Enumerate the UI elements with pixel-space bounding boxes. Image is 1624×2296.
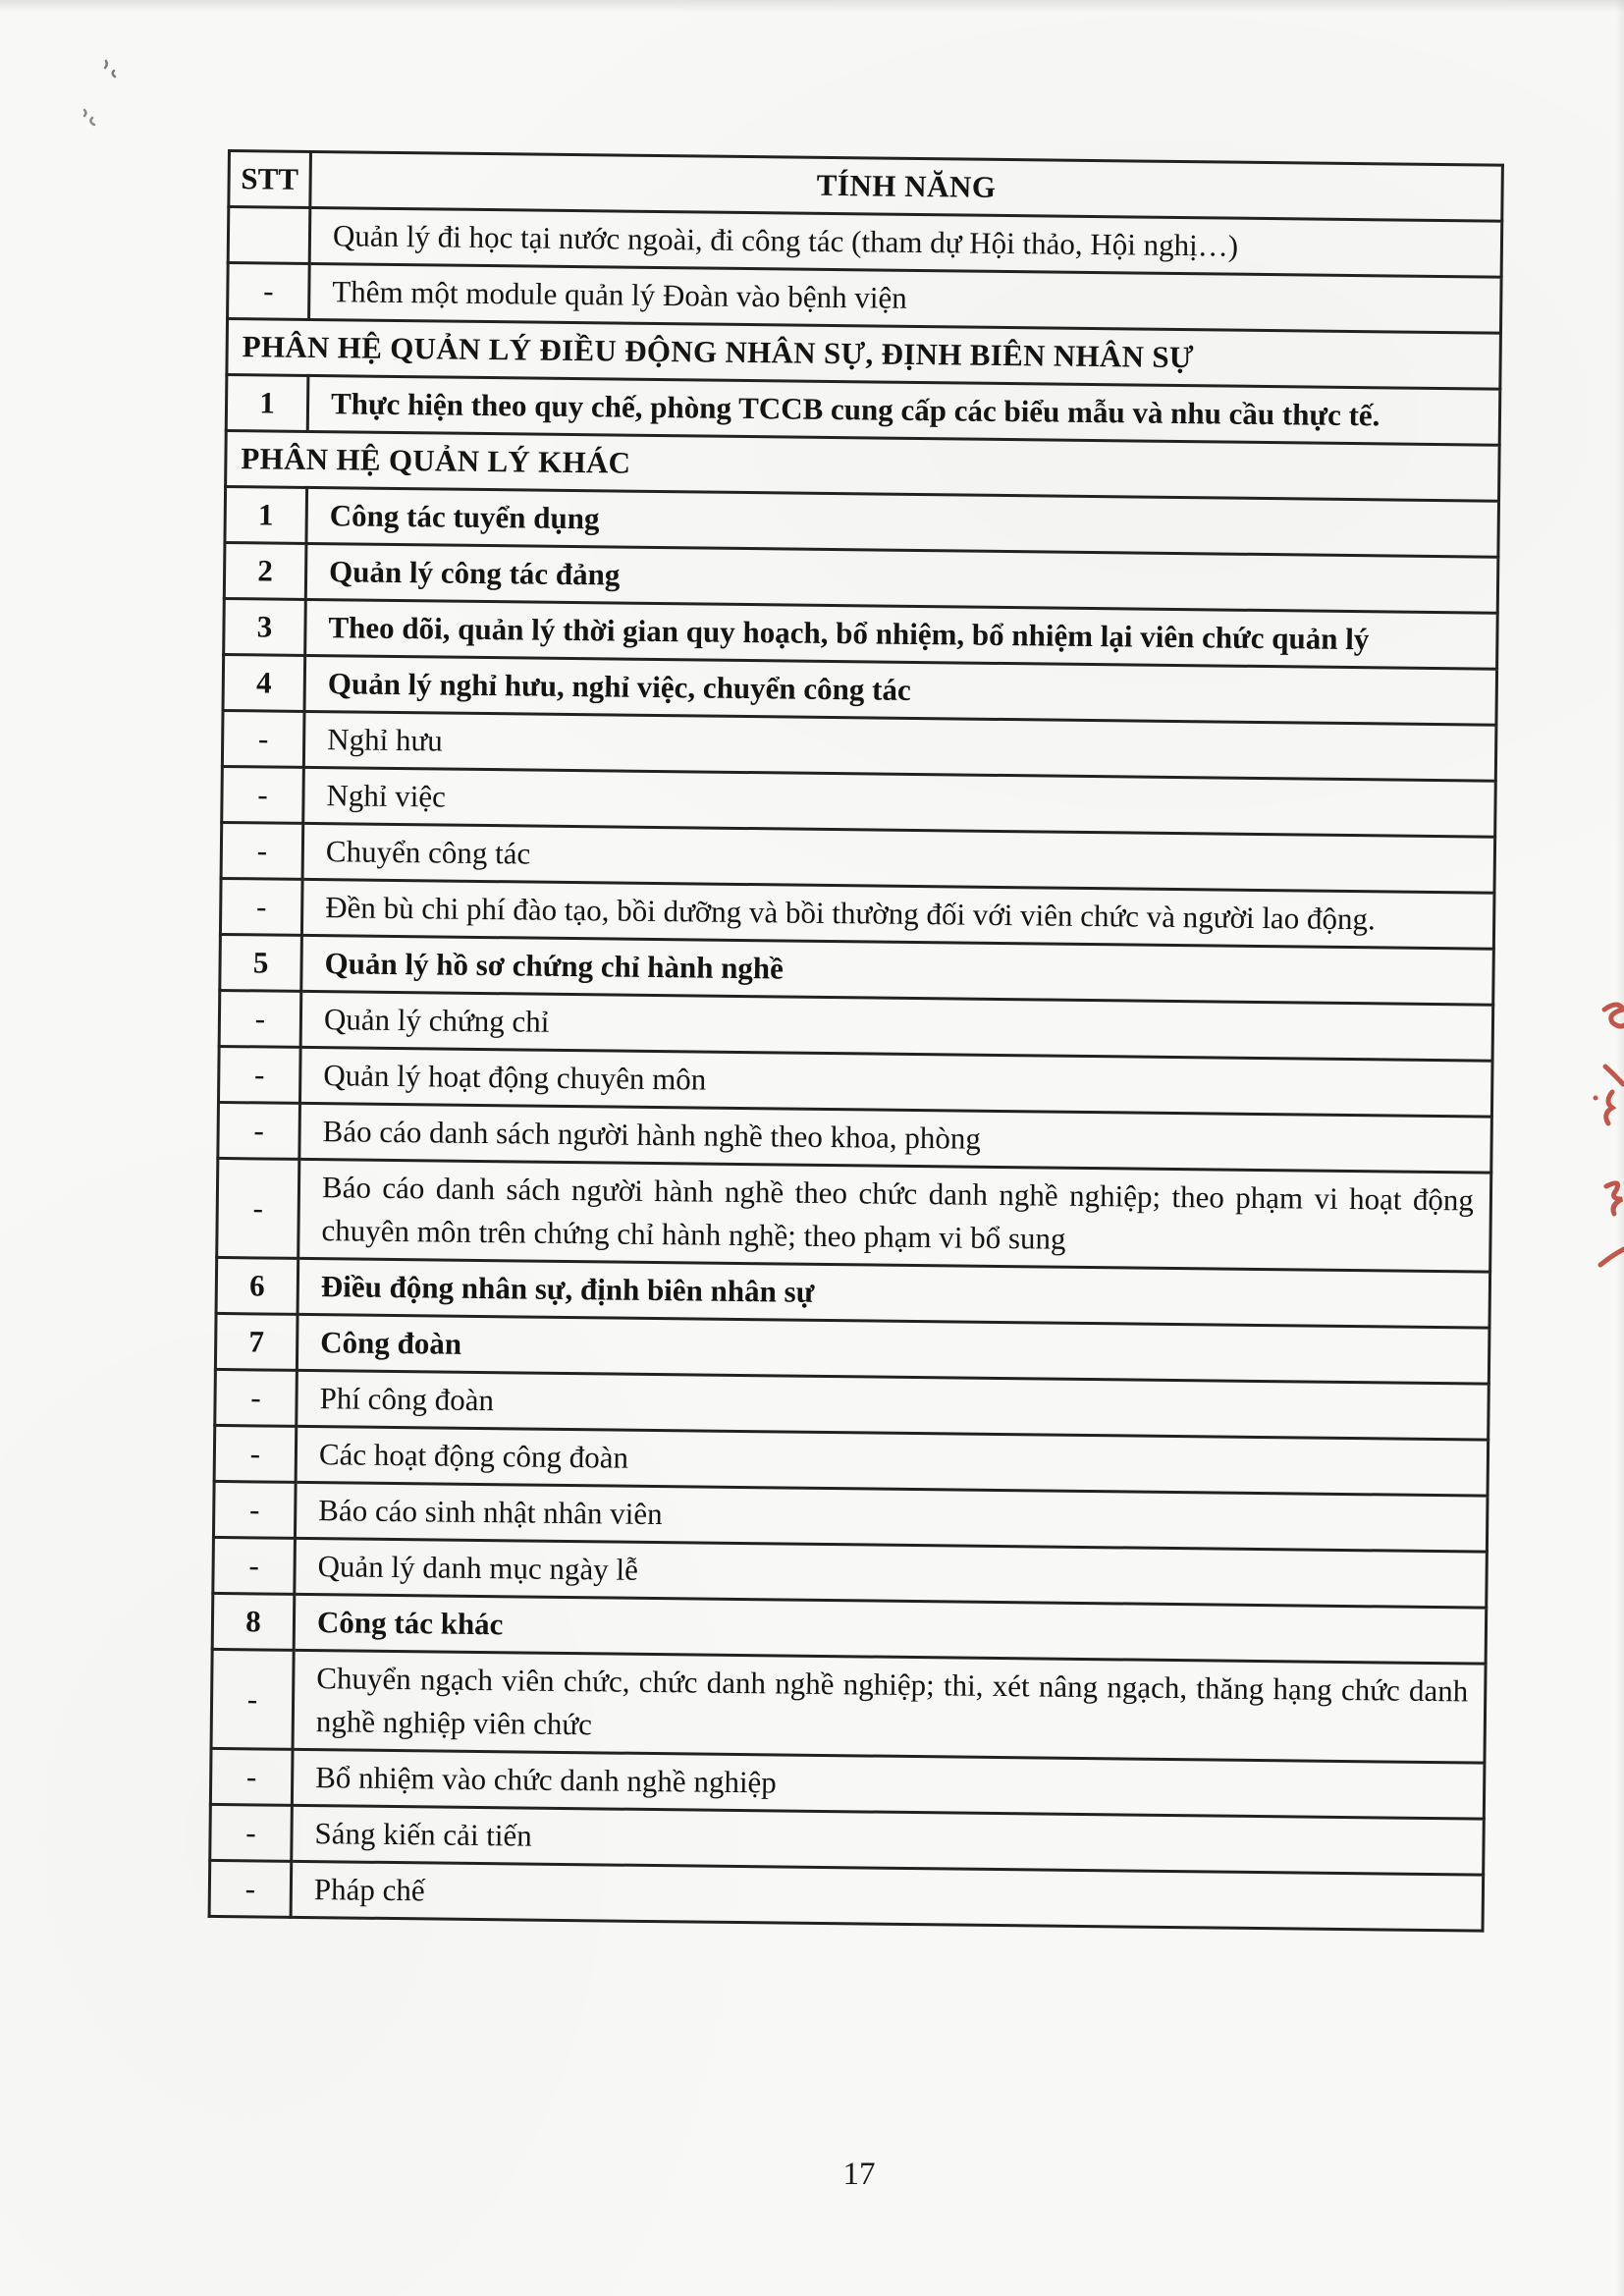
- stt-cell: -: [219, 990, 301, 1047]
- feature-cell: Chuyển công tác: [302, 823, 1495, 893]
- feature-cell: Đền bù chi phí đào tạo, bồi dưỡng và bồi thường đối với viên chức và người lao động.: [301, 879, 1494, 949]
- stt-cell: -: [228, 263, 310, 320]
- stt-cell: [228, 207, 310, 264]
- feature-cell: Thực hiện theo quy chế, phòng TCCB cung cấp các biểu mẫu và nhu cầu thực tế.: [307, 375, 1500, 445]
- feature-cell: Chuyển ngạch viên chức, chức danh nghề nghiệp; thi, xét nâng ngạch, thăng hạng chức danh nghề nghiệp viên chức: [293, 1650, 1486, 1763]
- stt-cell: -: [222, 766, 304, 823]
- scanner-edge-shadow-right: [1616, 0, 1624, 2296]
- feature-cell: Bổ nhiệm vào chức danh nghề nghiệp: [292, 1749, 1485, 1819]
- section-title: PHÂN HỆ QUẢN LÝ ĐIỀU ĐỘNG NHÂN SỰ, ĐỊNH BIÊN NHÂN SỰ: [227, 319, 1501, 390]
- pencil-smudge-marks: [59, 39, 147, 147]
- table-row: [217, 1158, 1491, 1272]
- feature-cell: Báo cáo danh sách người hành nghề theo chức danh nghề nghiệp; theo phạm vi hoạt động chuyên môn trên chứng chỉ hành nghề; theo phạm vi bổ sung: [298, 1159, 1491, 1272]
- stt-cell: 3: [224, 598, 306, 655]
- table-row: [211, 1649, 1486, 1763]
- feature-cell: Nghỉ việc: [303, 767, 1496, 837]
- stt-cell: 1: [225, 486, 307, 543]
- stt-cell: -: [218, 1046, 300, 1103]
- feature-cell: Sáng kiến cải tiến: [292, 1805, 1485, 1875]
- feature-cell: Công đoàn: [297, 1314, 1489, 1384]
- stt-cell: 6: [216, 1257, 298, 1314]
- stt-cell: 5: [220, 934, 302, 991]
- feature-table: [208, 149, 1504, 1933]
- feature-cell: Quản lý nghỉ hưu, nghỉ việc, chuyển công tác: [304, 655, 1497, 725]
- feature-cell: Quản lý chứng chỉ: [300, 991, 1493, 1061]
- column-header-tinh-nang: TÍNH NĂNG: [310, 151, 1503, 221]
- stt-cell: -: [220, 878, 302, 935]
- red-ink-marks: [1549, 972, 1624, 1296]
- scanner-edge-shadow-top: [0, 0, 1624, 12]
- feature-cell: Quản lý hoạt động chuyên môn: [299, 1047, 1492, 1117]
- feature-cell: Công tác khác: [294, 1594, 1487, 1664]
- stt-cell: -: [221, 822, 303, 879]
- feature-cell: Quản lý đi học tại nước ngoài, đi công tác (tham dự Hội thảo, Hội nghị…): [309, 207, 1502, 277]
- stt-cell: -: [214, 1425, 297, 1482]
- feature-cell: Pháp chế: [291, 1861, 1484, 1931]
- column-header-stt: STT: [229, 151, 311, 208]
- feature-cell: Nghỉ hưu: [303, 711, 1496, 781]
- stt-cell: 7: [215, 1313, 298, 1370]
- feature-cell: Điều động nhân sự, định biên nhân sự: [298, 1258, 1490, 1328]
- feature-cell: Báo cáo sinh nhật nhân viên: [295, 1482, 1488, 1552]
- feature-cell: Quản lý danh mục ngày lễ: [295, 1538, 1488, 1608]
- stt-cell: -: [217, 1158, 299, 1258]
- feature-cell: Phí công đoàn: [297, 1370, 1489, 1440]
- feature-cell: Quản lý công tác đảng: [305, 543, 1498, 613]
- stt-cell: 4: [223, 654, 305, 711]
- stt-cell: 8: [212, 1593, 295, 1650]
- feature-cell: Báo cáo danh sách người hành nghề theo khoa, phòng: [299, 1103, 1492, 1173]
- stt-cell: -: [211, 1649, 294, 1749]
- section-title: PHÂN HỆ QUẢN LÝ KHÁC: [226, 430, 1500, 501]
- feature-cell: Các hoạt động công đoàn: [296, 1426, 1489, 1496]
- stt-cell: -: [213, 1481, 296, 1538]
- stt-cell: -: [218, 1102, 300, 1159]
- feature-cell: Công tác tuyển dụng: [306, 487, 1499, 557]
- feature-table-wrapper: [208, 149, 1504, 1933]
- stt-cell: -: [215, 1369, 298, 1426]
- stt-cell: 2: [224, 542, 306, 599]
- stt-cell: -: [210, 1804, 293, 1861]
- stt-cell: 1: [226, 375, 308, 432]
- stt-cell: -: [222, 710, 304, 767]
- feature-cell: Quản lý hồ sơ chứng chỉ hành nghề: [301, 935, 1494, 1005]
- feature-cell: Thêm một module quản lý Đoàn vào bệnh viện: [309, 263, 1502, 333]
- page-number: 17: [842, 2157, 876, 2192]
- stt-cell: -: [213, 1537, 296, 1594]
- stt-cell: -: [210, 1748, 293, 1805]
- feature-cell: Theo dõi, quản lý thời gian quy hoạch, bổ nhiệm, bổ nhiệm lại viên chức quản lý: [305, 599, 1498, 669]
- stt-cell: -: [209, 1860, 292, 1917]
- table-body: [209, 207, 1502, 1932]
